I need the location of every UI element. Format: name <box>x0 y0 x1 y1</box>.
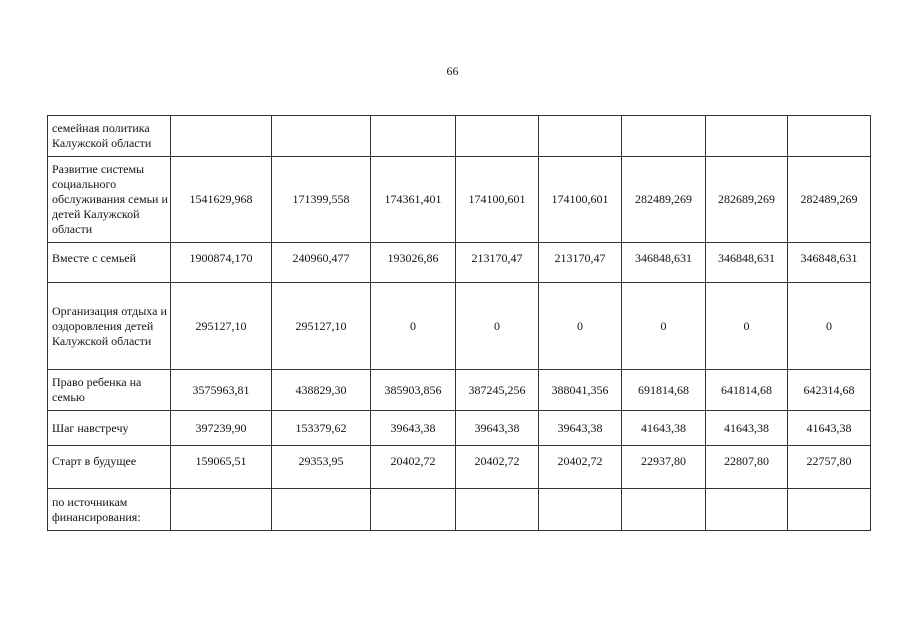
table-cell: 691814,68 <box>622 370 706 411</box>
table-cell: 39643,38 <box>371 411 456 446</box>
table-cell <box>456 489 539 531</box>
table-cell: 282489,269 <box>622 157 706 243</box>
table-cell: 295127,10 <box>171 283 272 370</box>
row-label: семейная политика Калужской области <box>48 116 171 157</box>
table-cell: 0 <box>539 283 622 370</box>
table-cell: 0 <box>788 283 871 370</box>
table-cell <box>272 116 371 157</box>
table-row-step-forward <box>48 411 871 446</box>
table-cell: 174100,601 <box>456 157 539 243</box>
table-cell <box>706 489 788 531</box>
table-cell <box>788 116 871 157</box>
row-label: Старт в будущее <box>48 446 171 489</box>
table-cell: 397239,90 <box>171 411 272 446</box>
table-cell <box>539 489 622 531</box>
table-cell <box>622 489 706 531</box>
table-cell: 0 <box>706 283 788 370</box>
table-cell <box>171 116 272 157</box>
table-cell: 39643,38 <box>539 411 622 446</box>
table-cell: 388041,356 <box>539 370 622 411</box>
table-cell: 346848,631 <box>706 243 788 283</box>
table-cell: 20402,72 <box>371 446 456 489</box>
table-cell: 438829,30 <box>272 370 371 411</box>
row-label: Развитие системы социального обслуживания семьи и детей Калужской области <box>48 157 171 243</box>
table-cell: 171399,558 <box>272 157 371 243</box>
table-row-recreation <box>48 283 871 370</box>
table-cell: 387245,256 <box>456 370 539 411</box>
funding-table <box>47 115 871 531</box>
table-cell: 41643,38 <box>622 411 706 446</box>
table-cell: 20402,72 <box>456 446 539 489</box>
table-cell: 20402,72 <box>539 446 622 489</box>
row-label: по источникам финансирования: <box>48 489 171 531</box>
table-cell: 213170,47 <box>456 243 539 283</box>
table-cell: 346848,631 <box>622 243 706 283</box>
table-cell: 641814,68 <box>706 370 788 411</box>
table-cell: 240960,477 <box>272 243 371 283</box>
table-cell <box>171 489 272 531</box>
table-cell: 1900874,170 <box>171 243 272 283</box>
table-cell: 153379,62 <box>272 411 371 446</box>
table-cell: 22807,80 <box>706 446 788 489</box>
table-row-start-in-future <box>48 446 871 489</box>
table-cell: 0 <box>456 283 539 370</box>
table-cell: 346848,631 <box>788 243 871 283</box>
table-cell: 3575963,81 <box>171 370 272 411</box>
table-cell <box>456 116 539 157</box>
table-cell: 41643,38 <box>788 411 871 446</box>
table-cell: 41643,38 <box>706 411 788 446</box>
row-label: Организация отдыха и оздоровления детей Калужской области <box>48 283 171 370</box>
row-label: Шаг навстречу <box>48 411 171 446</box>
table-cell <box>706 116 788 157</box>
table-cell: 174100,601 <box>539 157 622 243</box>
table-cell <box>539 116 622 157</box>
table-cell: 22757,80 <box>788 446 871 489</box>
table-cell <box>272 489 371 531</box>
table-row-social-services <box>48 157 871 243</box>
table-cell <box>371 116 456 157</box>
table-cell: 0 <box>371 283 456 370</box>
table-row-family-policy <box>48 116 871 157</box>
table-cell: 1541629,968 <box>171 157 272 243</box>
page-number: 66 <box>446 64 459 78</box>
table-cell: 193026,86 <box>371 243 456 283</box>
table-cell <box>788 489 871 531</box>
table-cell: 174361,401 <box>371 157 456 243</box>
table-cell: 385903,856 <box>371 370 456 411</box>
table-row-together-with-family <box>48 243 871 283</box>
table-cell: 39643,38 <box>456 411 539 446</box>
table-row-child-right-to-family <box>48 370 871 411</box>
row-label: Вместе с семьей <box>48 243 171 283</box>
table-cell: 159065,51 <box>171 446 272 489</box>
row-label: Право ребенка на семью <box>48 370 171 411</box>
table-cell <box>371 489 456 531</box>
table-cell: 213170,47 <box>539 243 622 283</box>
table-cell: 0 <box>622 283 706 370</box>
table-cell: 22937,80 <box>622 446 706 489</box>
table-row-funding-sources <box>48 489 871 531</box>
table-cell <box>622 116 706 157</box>
table-cell: 282489,269 <box>788 157 871 243</box>
table-cell: 29353,95 <box>272 446 371 489</box>
table-cell: 642314,68 <box>788 370 871 411</box>
table-cell: 295127,10 <box>272 283 371 370</box>
table-cell: 282689,269 <box>706 157 788 243</box>
